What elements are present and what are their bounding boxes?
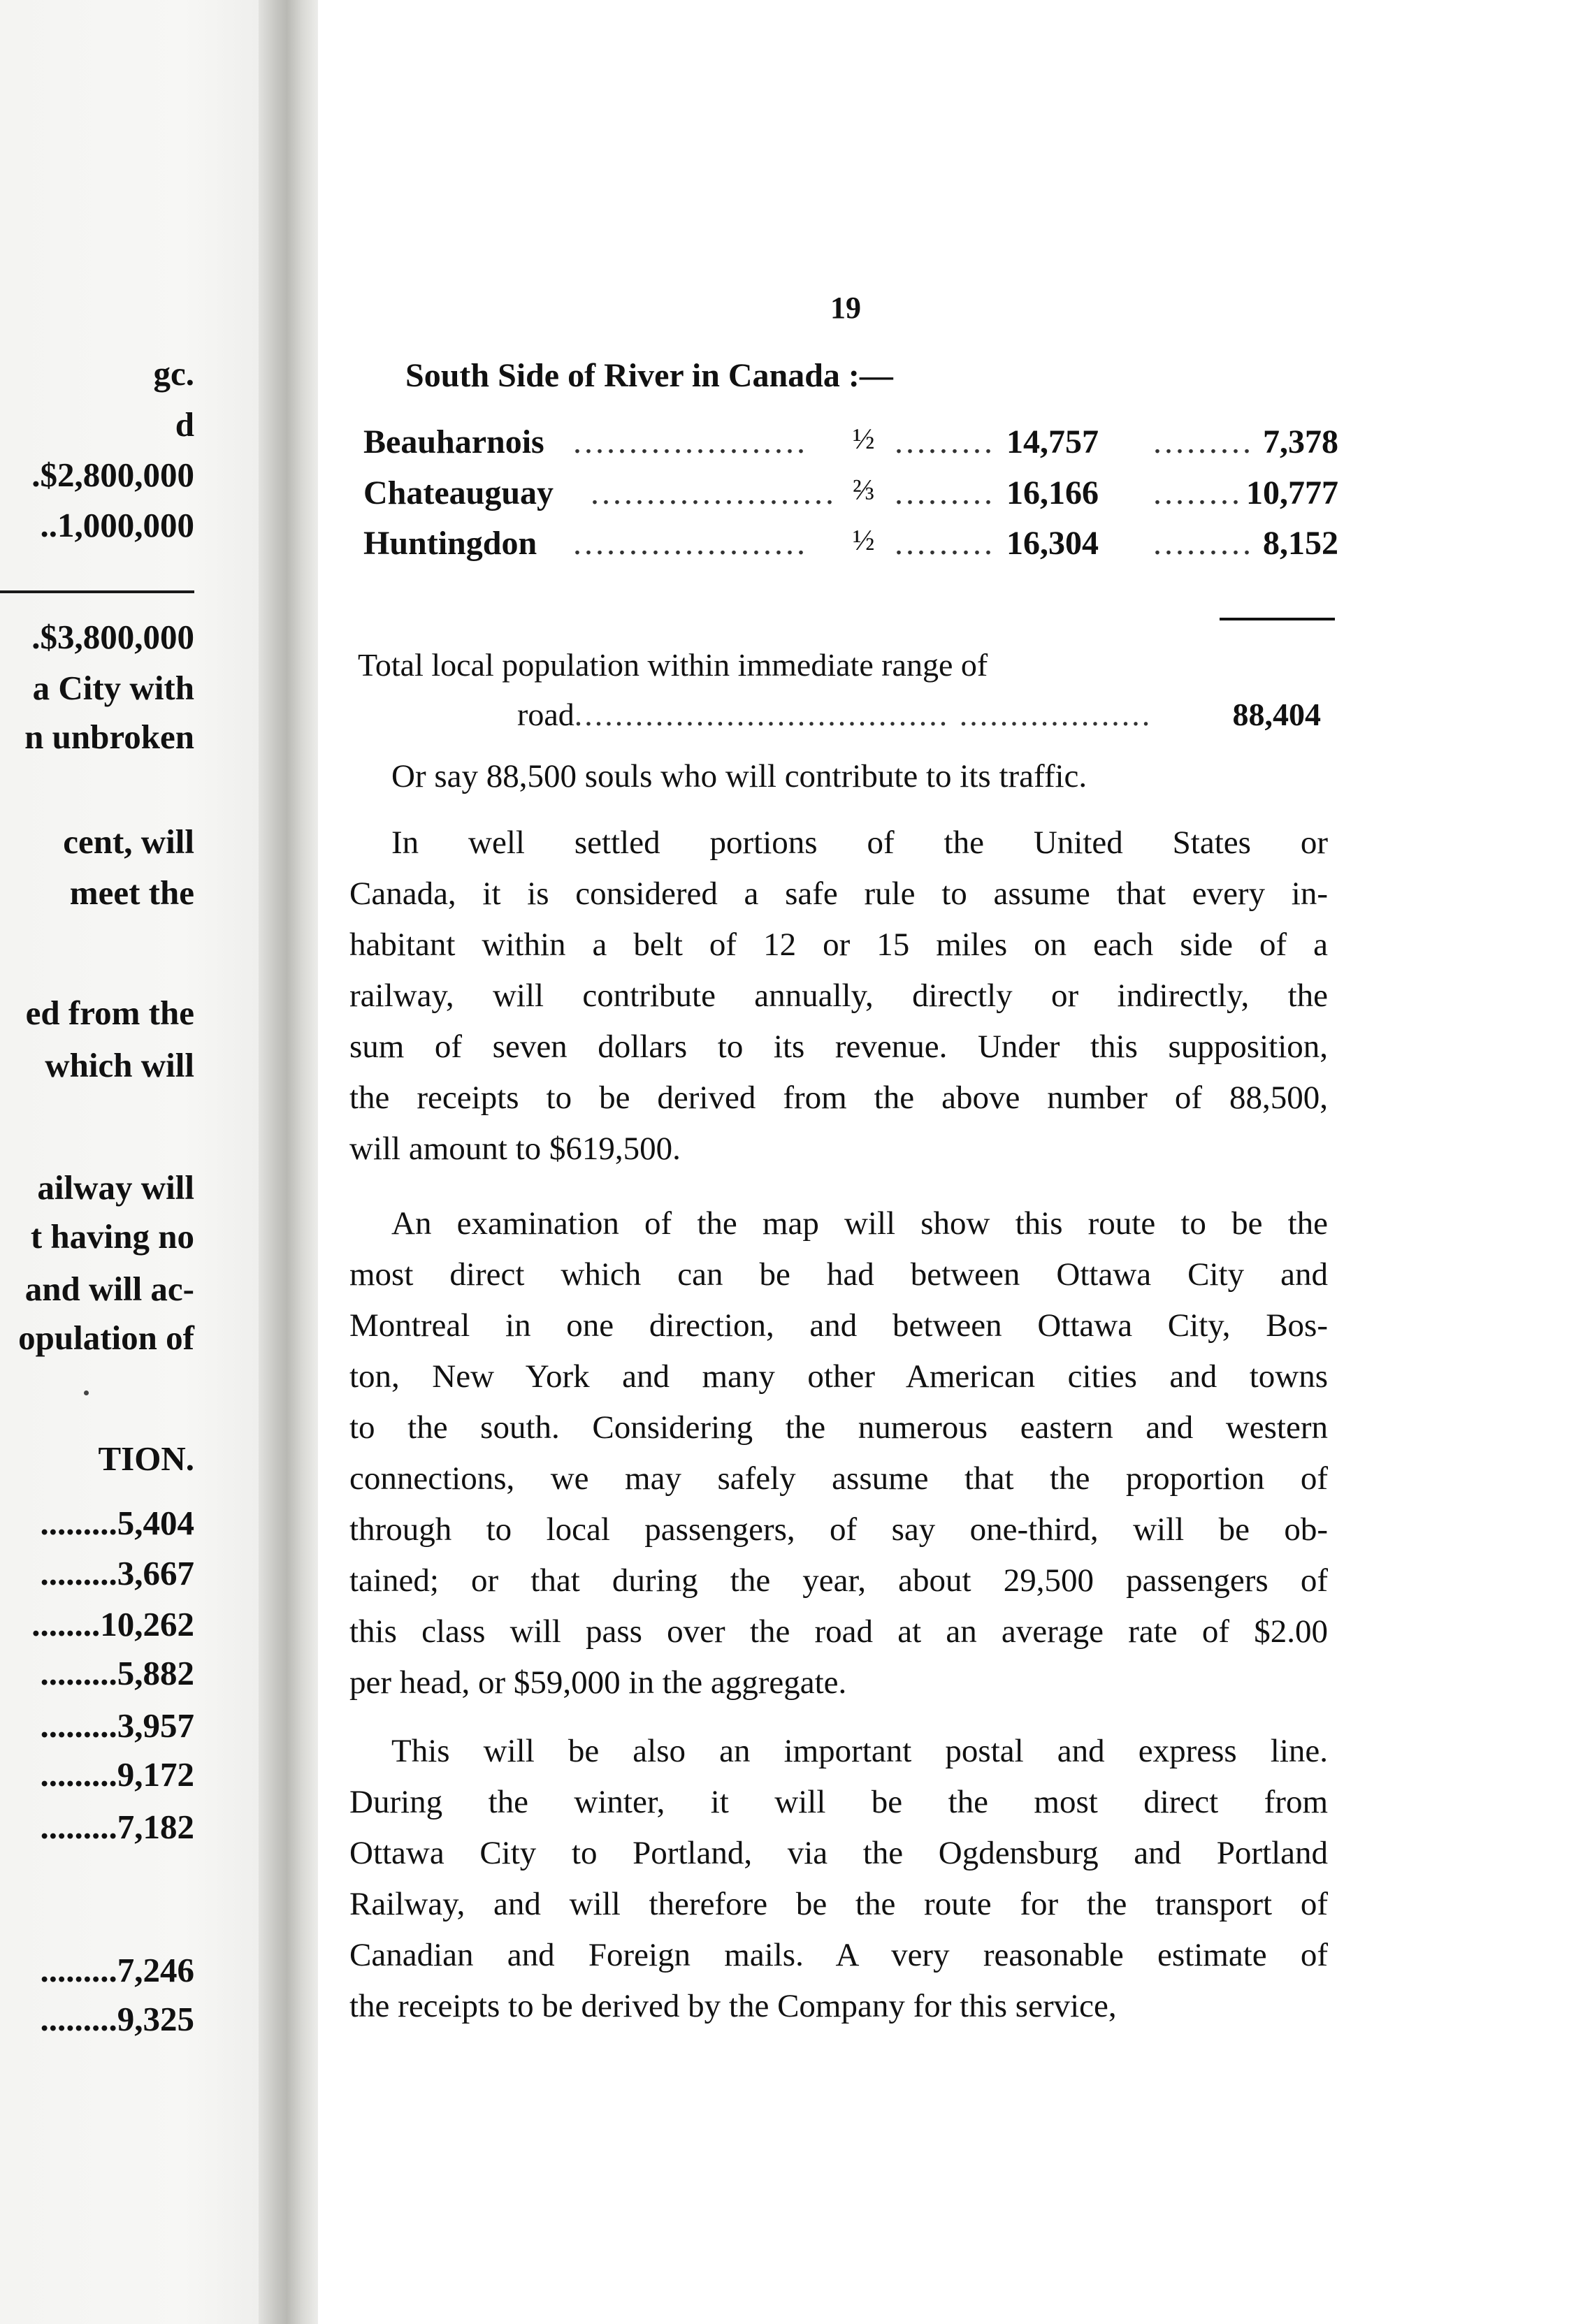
leader-dots: ..................... <box>573 423 808 460</box>
previous-page-text-line: .........7,246 <box>40 1951 194 1989</box>
paragraph-line: sum of seven dollars to its revenue. Under this supposition, <box>349 1029 1328 1065</box>
paragraph-line: per head, or $59,000 in the aggregate. <box>349 1664 847 1701</box>
previous-page-fragment <box>0 0 264 2324</box>
paragraph-line: through to local passengers, of say one-third, will be ob- <box>349 1511 1328 1548</box>
previous-page-text-line: ailway will <box>37 1168 194 1207</box>
previous-page-text-line: .........7,182 <box>40 1808 194 1846</box>
leader-dots: ..................................... ................... <box>574 697 1152 732</box>
paragraph-line: In well settled portions of the United States or <box>391 825 1328 861</box>
leader-dots: ...................... <box>591 474 837 511</box>
previous-page-text-line: meet the <box>69 873 194 912</box>
previous-page-text-line: TION. <box>98 1439 194 1478</box>
paragraph <box>349 751 1328 802</box>
table-place: Huntingdon <box>363 525 537 562</box>
paragraph-line: this class will pass over the road at an average rate of $2.00 <box>349 1613 1328 1650</box>
table-share: 7,378 <box>1263 423 1338 460</box>
table-share: 10,777 <box>1246 474 1338 511</box>
table-population: 16,166 <box>1006 474 1099 511</box>
previous-page-text-line: .........3,957 <box>40 1706 194 1745</box>
previous-page-text-line: .........9,325 <box>40 2000 194 2038</box>
previous-page-text-line: a City with <box>32 669 194 707</box>
table-population: 16,304 <box>1006 525 1099 562</box>
previous-page-text-line: .$2,800,000 <box>31 456 194 494</box>
table-fraction: ⅔ <box>853 474 875 507</box>
paragraph <box>349 818 1328 1175</box>
paragraph-line: Or say 88,500 souls who will contribute to its traffic. <box>391 758 1087 794</box>
paragraph-line: railway, will contribute annually, directly or indirectly, the <box>349 978 1328 1014</box>
paragraph-line: connections, we may safely assume that the proportion of <box>349 1460 1328 1497</box>
paragraph-line: the receipts to be derived from the above number of 88,500, <box>349 1080 1328 1116</box>
leader-dots: ......... <box>895 525 995 562</box>
previous-page-text-line: n unbroken <box>24 718 194 756</box>
paragraph-line: Railway, and will therefore be the route for the transport of <box>349 1886 1328 1922</box>
table-row <box>363 524 1338 570</box>
total-label: Total local population within immediate range of <box>358 647 988 683</box>
paragraph-line: This will be also an important postal and express line. <box>391 1733 1328 1769</box>
total-value: 88,404 <box>1232 697 1321 732</box>
table-share: 8,152 <box>1263 525 1338 562</box>
table-fraction: ½ <box>853 525 875 557</box>
table-row <box>363 423 1338 469</box>
leader-dots: ......... <box>1153 525 1254 562</box>
previous-page-text-line: .........5,882 <box>40 1654 194 1692</box>
paragraph-line: the receipts to be derived by the Company for this service, <box>349 1988 1117 2024</box>
paragraph-line: Ottawa City to Portland, via the Ogdensburg and Portland <box>349 1835 1328 1871</box>
left-page-rule <box>0 590 194 593</box>
previous-page-text-line: .........3,667 <box>40 1554 194 1592</box>
total-row <box>517 696 1321 733</box>
paragraph-line: tained; or that during the year, about 29,500 passengers of <box>349 1562 1328 1599</box>
paragraph-line: An examination of the map will show this route to be the <box>391 1205 1328 1242</box>
paragraph-line: will amount to $619,500. <box>349 1131 681 1167</box>
previous-page-text-line: ed from the <box>25 994 194 1032</box>
leader-dots: ......... <box>895 474 995 511</box>
table-place: Chateauguay <box>363 474 554 511</box>
previous-page-text-line: ........10,262 <box>31 1605 194 1643</box>
paragraph-line: habitant within a belt of 12 or 15 miles on each side of a <box>349 927 1328 963</box>
table-row <box>363 474 1338 520</box>
previous-page-text-line: gc. <box>153 354 194 393</box>
paragraph-line: Canada, it is considered a safe rule to assume that every in- <box>349 876 1328 912</box>
leader-dots: ......... <box>1153 423 1254 460</box>
previous-page-text-line: d <box>175 405 194 444</box>
total-label-road: road <box>517 697 574 732</box>
left-page-bullet-dot <box>84 1390 89 1395</box>
paragraph-line: most direct which can be had between Ottawa City and <box>349 1256 1328 1293</box>
previous-page-text-line: t having no <box>30 1217 194 1256</box>
leader-dots: ........ <box>1153 474 1243 511</box>
section-heading: South Side of River in Canada :— <box>405 357 893 394</box>
previous-page-text-line: cent, will <box>63 822 194 861</box>
book-gutter-shadow <box>259 0 321 2324</box>
previous-page-text-line: which will <box>45 1046 194 1084</box>
leader-dots: ......... <box>895 423 995 460</box>
previous-page-text-line: opulation of <box>18 1319 194 1357</box>
paragraph-line: Montreal in one direction, and between Ottawa City, Bos- <box>349 1307 1328 1344</box>
previous-page-text-line: .........5,404 <box>40 1504 194 1542</box>
table-total-rule <box>1220 618 1335 620</box>
table-fraction: ½ <box>853 423 875 456</box>
previous-page-text-line: .........9,172 <box>40 1755 194 1794</box>
paragraph <box>349 1198 1328 1708</box>
table-population: 14,757 <box>1006 423 1099 460</box>
paragraph-line: to the south. Considering the numerous eastern and western <box>349 1409 1328 1446</box>
page-number: 19 <box>830 291 861 325</box>
paragraph-line: Canadian and Foreign mails. A very reasonable estimate of <box>349 1937 1328 1973</box>
table-place: Beauharnois <box>363 423 544 460</box>
previous-page-text-line: and will ac- <box>24 1270 194 1308</box>
previous-page-text-line: .$3,800,000 <box>31 618 194 656</box>
previous-page-text-line: ..1,000,000 <box>40 506 194 544</box>
leader-dots: ..................... <box>573 525 808 562</box>
paragraph-line: During the winter, it will be the most direct from <box>349 1784 1328 1820</box>
paragraph-line: ton, New York and many other American cities and towns <box>349 1358 1328 1395</box>
paragraph <box>349 1726 1328 2032</box>
